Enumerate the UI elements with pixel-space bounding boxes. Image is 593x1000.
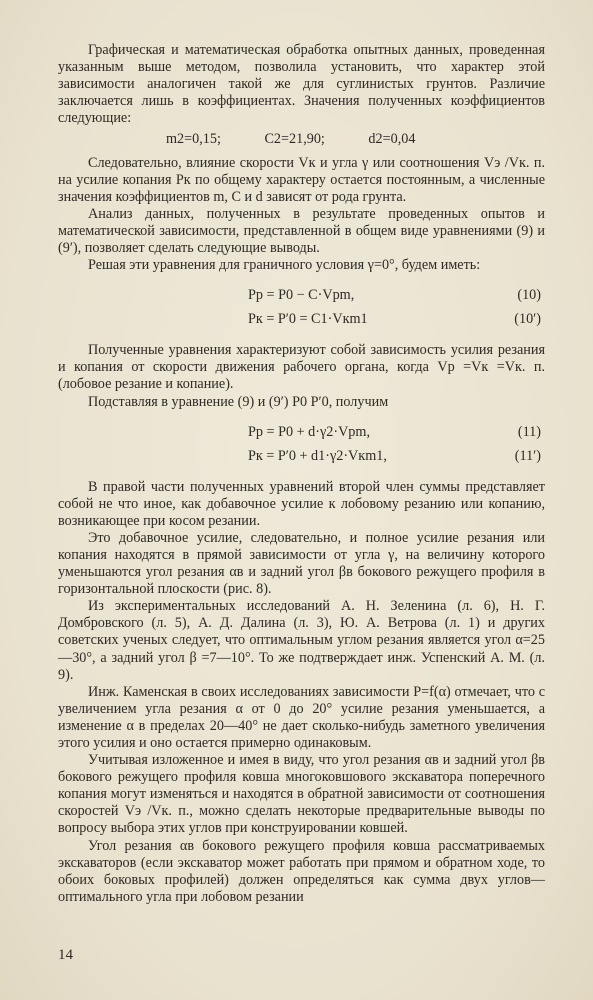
paragraph: Учитывая изложенное и имея в виду, что угол резания αв и задний угол βв бокового режущего профиля ковша многоковшового экскаватора поперечного копания могут изменяться и находятся в обратной зависимости от соотношения скоростей Vэ /Vк. п., можно сделать некоторые предварительные выводы по вопросу выбора этих углов при конструировании ковшей. [58,752,545,837]
paragraph: Это добавочное усилие, следовательно, и полное усилие резания или копания находятся в прямой зависимости от угла γ, на величину которого уменьшаются угол резания αв и задний угол βв бокового режущего профиля в горизонтальной плоскости (рис. 8). [58,529,545,598]
equation [58,446,545,468]
paragraph: Полученные уравнения характеризуют собой зависимость усилия резания и копания от скорости движения рабочего органа, когда Vр =Vк =Vк. п. (лобовое резание и копание). [58,342,545,393]
equation [58,285,545,307]
equation-formula: Pр = P0 − C·Vрm, [248,287,355,304]
coefficient-list [58,131,545,148]
equation-formula: Pк = P′0 + d1·γ2·Vкm1, [248,447,387,464]
equation [58,422,545,444]
equation-number: (10) [517,287,541,304]
paragraph: Решая эти уравнения для граничного условия γ=0°, будем иметь: [88,257,481,274]
paragraph: Следовательно, влияние скорости Vк и угла γ или соотношения Vэ /Vк. п. на усилие копания Pк по общему характеру остается постоянным, а численные значения коэффициентов m, C и d зависят от рода грунта. [58,154,545,205]
body-text [58,42,545,906]
paragraph: Анализ данных, полученных в результате проведенных опытов и математической зависимости, представленной в общем виде уравнениями (9) и (9′), позволяет сделать следующие выводы. [58,205,545,257]
coefficient: m2=0,15; [166,131,221,148]
equation-formula: Pк = P′0 = C1·Vкm1 [248,311,368,328]
equation-number: (11′) [514,447,541,464]
paragraph: В правой части полученных уравнений второй член суммы представляет собой не что иное, как добавочное усилие к лобовому резанию или копанию, возникающее при косом резании. [58,478,545,529]
coefficient: d2=0,04 [368,131,416,148]
equation-formula: Pр = P0 + d·γ2·Vрm, [248,423,370,440]
page-number: 14 [58,947,73,963]
paragraph: Угол резания αв бокового режущего профиля ковша рассматриваемых экскаваторов (если экскаватор может работать при прямом и обратном ходе, то обоих боковых профилей) должен определяться как сумма двух углов—оптимального угла при лобовом резании [58,837,545,905]
paragraph: Графическая и математическая обработка опытных данных, проведенная указанным выше методом, позволила установить, что характер этой зависимости аналогичен такой же для суглинистых грунтов. Различие заключается лишь в коэффициентах. Значения полученных коэффициентов следующие: [58,42,545,127]
equation [58,309,545,331]
equation-number: (11) [517,423,541,440]
paragraph: Инж. Каменская в своих исследованиях зависимости P=f(α) отмечает, что с увеличением угла резания α от 0 до 20° усилие резания уменьшается, а изменение α в пределах 20—40° не дает сколько-нибудь заметного увеличения этого усилия и оно остается примерно одинаковым. [58,683,545,751]
equation-number: (10′) [514,311,541,328]
paragraph: Подставляя в уравнение (9) и (9′) P0 P′0, получим [88,393,389,410]
paragraph: Из экспериментальных исследований А. Н. Зеленина (л. 6), Н. Г. Домбровского (л. 5), А. Д. Далина (л. 3), Ю. А. Ветрова (л. 1) и других советских ученых следует, что оптимальным углом резания является угол α=25—30°, а задний угол β =7—10°. То же подтверждает инж. Успенский А. М. (л. 9). [58,598,545,683]
coefficient: C2=21,90; [264,131,325,148]
